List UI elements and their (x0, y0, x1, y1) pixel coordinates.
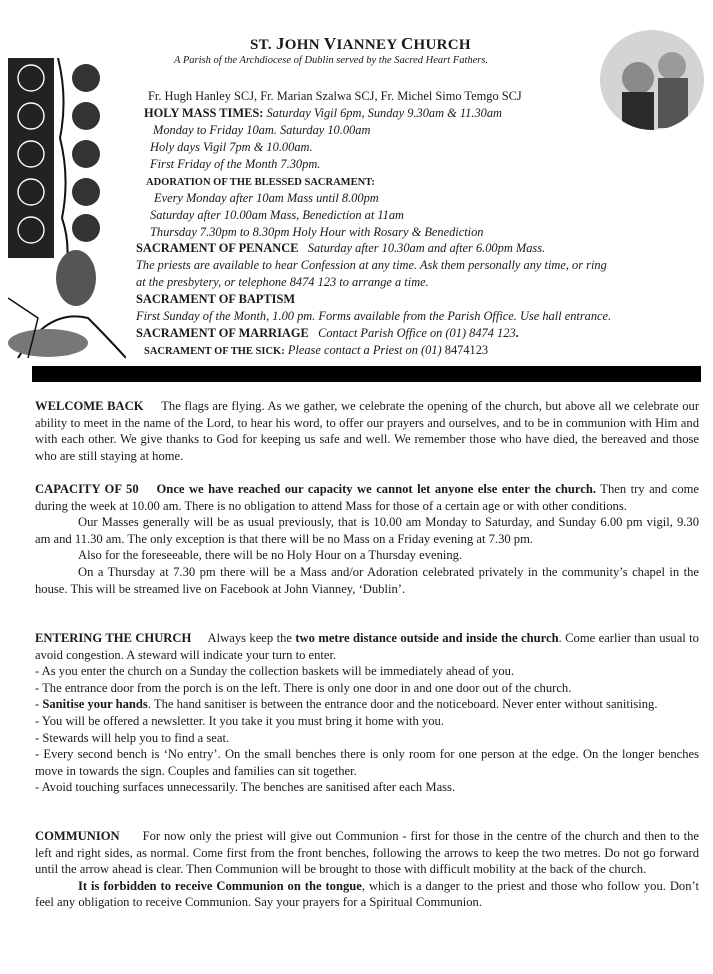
list-item: - As you enter the church on a Sunday the collection baskets will be immediately ahead of you. (35, 664, 515, 679)
entering-section: ENTERING THE CHURCH Always keep the two metre distance outside and inside the church. Come earlier than usual to avoid congestion. A steward will indicate your turn to enter. - As you enter the church on a Sunday the collection baskets will be immediately ahead of you. - The entrance door from the porch is on the left. There is only one door in and one door out of the church. - Sanitise your hands. The hand sanitiser is between the entrance door and the noticeboard. Never enter without sanitising. - You will be offered a newsletter. It you take it you must bring it home with you. - Stewards will help you to find a seat. - Every second bench is ‘No entry’. On the small benches there is only room for one person at the edge. On the longer benches move in towards the sign. Couples and families can sit together. - Avoid touching surfaces unnecessarily. The benches are sanitised after each Mass. (35, 631, 699, 795)
capacity-heading: CAPACITY OF 50 (35, 482, 139, 496)
capacity-p2: Our Masses generally will be as usual previously, that is 10.00 am Monday to Saturday, and Sunday 6.00 pm vigil, 9.30 am and 11.30 am. The only exception is that there will be no Mass on a Friday evening at 7.30 pm. (35, 515, 699, 546)
header-divider-bar (32, 366, 701, 382)
communion-section: COMMUNION For now only the priest will give out Communion - first for those in the centre of the church and then to the left and right sides, as normal. Come first from the front benches, following the arrows to keep the two metres. Do not go forward until the arrow ahead is clear. Then Communion will be brought to those with difficult mobility at the back of the church. It is forbidden to receive Communion on the tongue, which is a danger to the priest and those who follow you. Don’t feel any obligation to receive Communion. Say your prayers for a Spiritual Communion. (35, 829, 699, 910)
mass-first-friday-line: First Friday of the Month 7.30pm. (150, 157, 321, 171)
mass-times-line: HOLY MASS TIMES: Saturday Vigil 6pm, Sunday 9.30am & 11.30am (144, 106, 502, 120)
list-item: - Sanitise your hands. The hand sanitiser is between the entrance door and the noticeboard. Never enter without sanitising. (35, 697, 658, 712)
penance-line-2: The priests are available to hear Confession at any time. Ask them personally any time, or ring (136, 258, 607, 272)
marriage-line: SACRAMENT OF MARRIAGE Contact Parish Office on (01) 8474 123. (136, 326, 519, 340)
capacity-p3: Also for the foreseeable, there will be no Holy Hour on a Thursday evening. (78, 548, 463, 563)
church-title: ST. JOHN VIANNEY CHURCH (250, 34, 471, 53)
adoration-line-3: Thursday 7.30pm to 8.30pm Holy Hour with Rosary & Benediction (150, 225, 484, 239)
pieta-illustration (8, 58, 126, 378)
list-item: - Every second bench is ‘No entry’. On the small benches there is only room for one person at the edge. On the longer benches move in towards the sign. Couples and families can sit together. (35, 747, 699, 778)
adoration-line-1: Every Monday after 10am Mass until 8.00pm (154, 191, 379, 205)
list-item: - The entrance door from the porch is on the left. There is only one door in and one door out of the church. (35, 680, 572, 695)
list-item: - Stewards will help you to find a seat. (35, 730, 230, 745)
welcome-text: The flags are flying. As we gather, we celebrate the opening of the church, but above all we celebrate our ability to meet in the name of the Lord, to hear his word, to offer our prayers and ourselves, and to be in communion with Him and with each other. We give thanks to God for keeping us safe and well. We remember those who have died, the bereaved and those who are still staying at home. (35, 399, 700, 463)
adoration-heading: ADORATION OF THE BLESSED SACRAMENT: (146, 177, 375, 188)
mass-holyday-line: Holy days Vigil 7pm & 10.00am. (150, 140, 313, 154)
sick-line: SACRAMENT OF THE SICK: Please contact a Priest on (01) 8474123 (144, 343, 489, 357)
founders-portrait-image (600, 30, 704, 130)
baptism-line: First Sunday of the Month, 1.00 pm. Forms available from the Parish Office. Use hall entrance. (136, 309, 612, 323)
list-item: - You will be offered a newsletter. It you take it you must bring it home with you. (35, 713, 445, 728)
capacity-bold: Once we have reached our capacity we cannot let anyone else enter the church. (156, 482, 597, 496)
capacity-section: CAPACITY OF 50 Once we have reached our capacity we cannot let anyone else enter the church. Then try and come during the week at 10.00 am. There is no obligation to attend Mass for those of a certain age or with other conditions. Our Masses generally will be as usual previously, that is 10.00 am Monday to Saturday, and Sunday 6.00 pm vigil, 9.30 am and 11.30 am. The only exception is that there will be no Mass on a Friday evening at 7.30 pm. Also for the foreseeable, there will be no Holy Hour on a Thursday evening. On a Thursday at 7.30 pm there will be a Mass and/or Adoration celebrated privately in the community’s chapel in the house. This will be streamed live on Facebook at John Vianney, ‘Dublin’. (35, 482, 700, 596)
penance-line-3: at the presbytery, or telephone 8474 123 to arrange a time. (136, 275, 429, 289)
priests-line: Fr. Hugh Hanley SCJ, Fr. Marian Szalwa SCJ, Fr. Michel Simo Temgo SCJ (148, 89, 522, 103)
penance-line: SACRAMENT OF PENANCE Saturday after 10.30am and after 6.00pm Mass. (136, 241, 546, 255)
communion-heading: COMMUNION (35, 829, 120, 843)
communion-bold: It is forbidden to receive Communion on the tongue (78, 878, 362, 893)
welcome-section (35, 398, 699, 464)
list-item: - Avoid touching surfaces unnecessarily. The benches are sanitised after each Mass. (35, 780, 456, 795)
church-subtitle: A Parish of the Archdiocese of Dublin served by the Sacred Heart Fathers. (174, 55, 489, 66)
baptism-heading: SACRAMENT OF BAPTISM (136, 292, 296, 306)
entering-heading: ENTERING THE CHURCH (35, 631, 192, 645)
welcome-heading: WELCOME BACK (35, 399, 144, 413)
capacity-p4: On a Thursday at 7.30 pm there will be a Mass and/or Adoration celebrated privately in the community’s chapel in the house. This will be streamed live on Facebook at John Vianney, ‘Dublin’. (35, 564, 699, 596)
adoration-line-2: Saturday after 10.00am Mass, Benediction at 11am (150, 208, 404, 222)
mass-weekday-line: Monday to Friday 10am. Saturday 10.00am (153, 123, 371, 137)
